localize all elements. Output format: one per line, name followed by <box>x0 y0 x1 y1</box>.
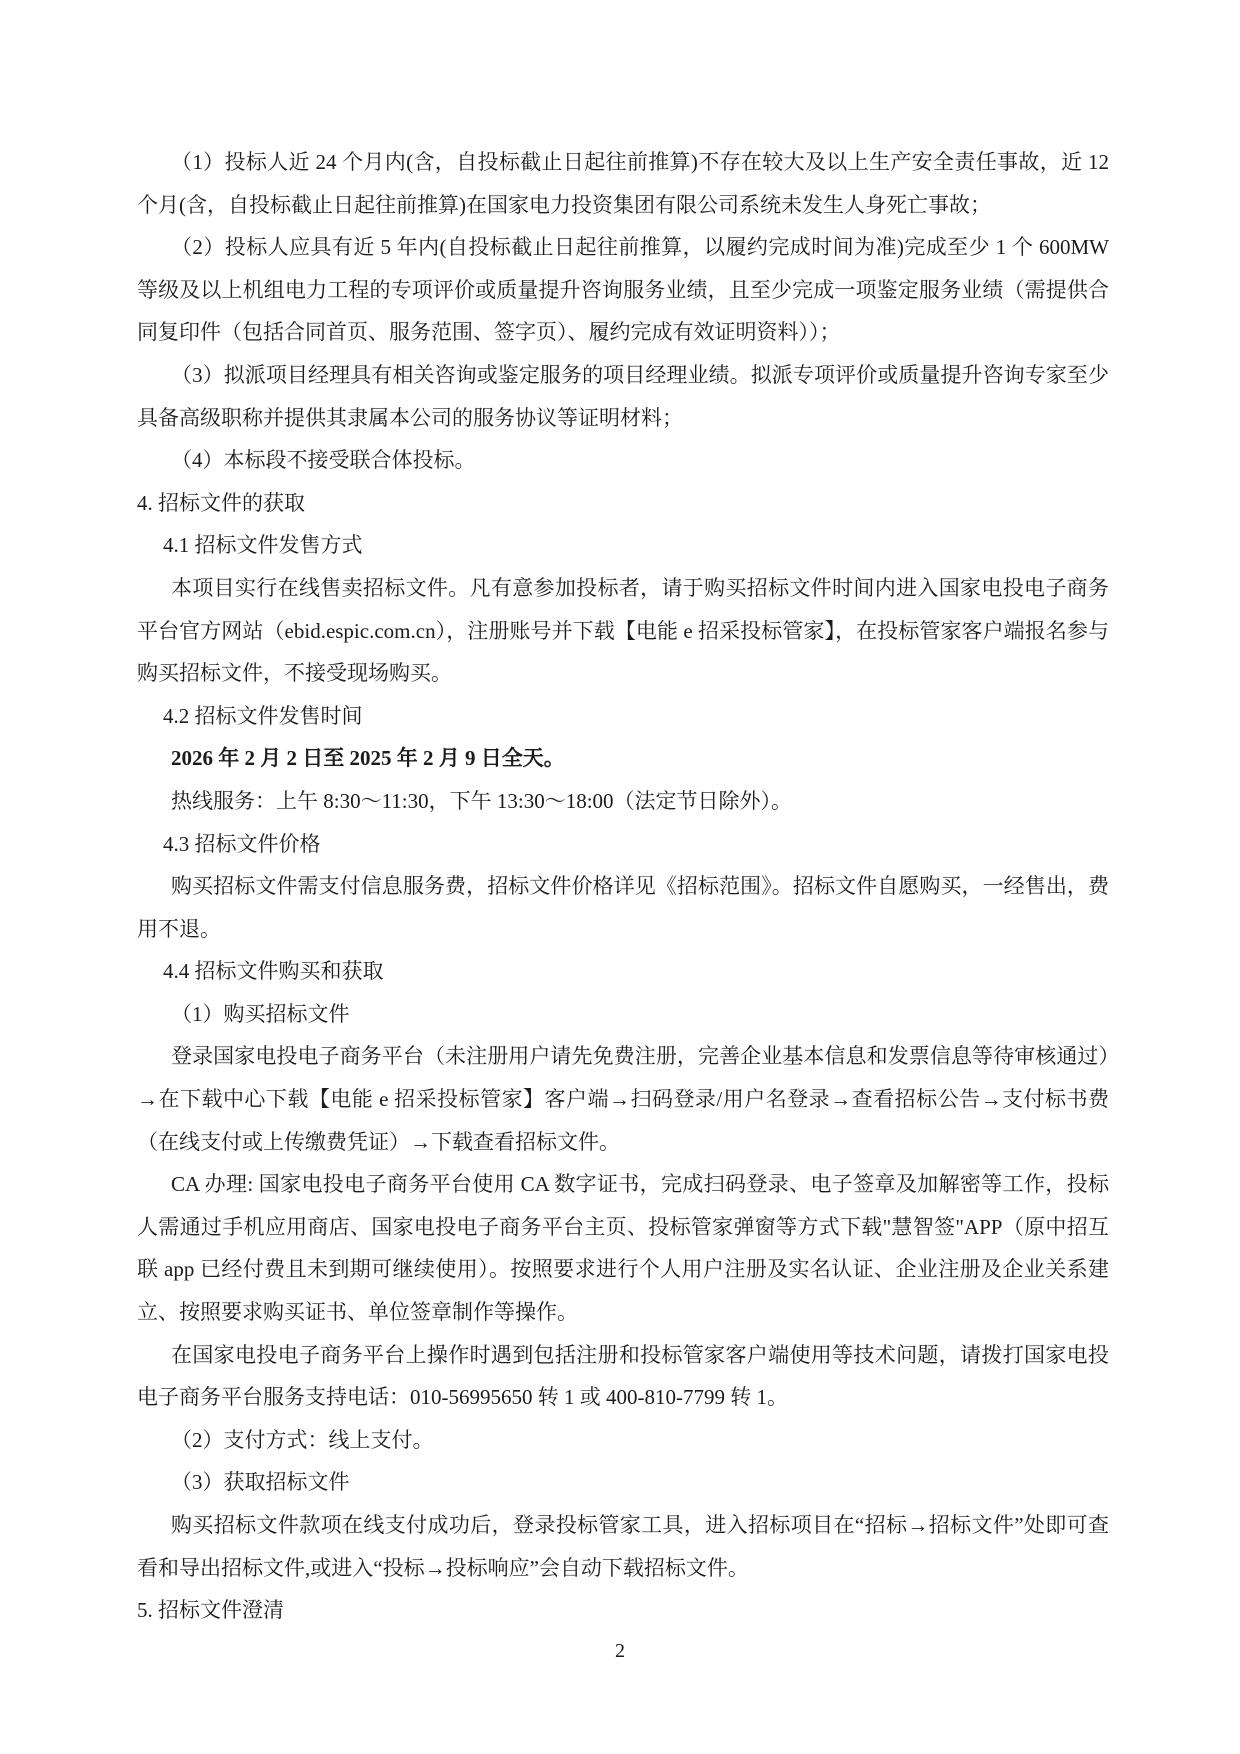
paragraph-obtain-title: （3）获取招标文件 <box>171 1470 350 1495</box>
paragraph-obtain-process: 购买招标文件款项在线支付成功后，登录投标管家工具，进入招标项目在“招标→招标文件”处即可查看和导出招标文件,或进入“投标→投标响应”会自动下载招标文件。 <box>137 1513 1109 1580</box>
paragraph-sale-period: 2026 年 2 月 2 日至 2025 年 2 月 9 日全天。 <box>171 746 565 771</box>
paragraph-payment-method: （2）支付方式：线上支付。 <box>171 1427 434 1452</box>
paragraph-ca-handling: CA 办理: 国家电投电子商务平台使用 CA 数字证书，完成扫码登录、电子签章及加解密等工作，投标人需通过手机应用商店、国家电投电子商务平台主页、投标管家弹窗等方式下载"慧智签"APP（原中招互联 app 已经付费且未到期可继续使用）。按照要求进行个人用户注册及实名认证、企业注册及企业关系建立、按照要求购买证书、单位签章制作等操作。 <box>137 1172 1109 1325</box>
paragraph-qualification-4: （4）本标段不接受联合体投标。 <box>171 448 476 473</box>
paragraph-hotline: 热线服务：上午 8:30～11:30，下午 13:30～18:00（法定节日除外）。 <box>171 788 793 813</box>
heading-section-5: 5. 招标文件澄清 <box>137 1598 284 1623</box>
heading-section-4: 4. 招标文件的获取 <box>137 490 305 515</box>
paragraph-online-sale: 本项目实行在线售卖招标文件。凡有意参加投标者，请于购买招标文件时间内进入国家电投电子商务平台官方网站（ebid.espic.com.cn），注册账号并下载【电能 e 招采投标管家】，在投标管家客户端报名参与购买招标文件，不接受现场购买。 <box>137 575 1109 686</box>
document-body <box>137 141 1109 1632</box>
paragraph-support-phone: 在国家电投电子商务平台上操作时遇到包括注册和投标管家客户端使用等技术问题，请拨打国家电投电子商务平台服务支持电话：010-56995650 转 1 或 400-810-7799 转 1。 <box>137 1342 1109 1410</box>
paragraph-purchase-process: 登录国家电投电子商务平台（未注册用户请先免费注册，完善企业基本信息和发票信息等待审核通过）→在下载中心下载【电能 e 招采投标管家】客户端→扫码登录/用户名登录→查看招标公告→支付标书费（在线支付或上传缴费凭证）→下载查看招标文件。 <box>137 1044 1109 1154</box>
paragraph-qualification-1: （1）投标人近 24 个月内(含，自投标截止日起往前推算)不存在较大及以上生产安全责任事故，近 12 个月(含，自投标截止日起往前推算)在国家电力投资集团有限公司系统未发生人身死亡事故； <box>137 150 1109 217</box>
paragraph-price: 购买招标文件需支付信息服务费，招标文件价格详见《招标范围》。招标文件自愿购买，一经售出，费用不退。 <box>137 874 1109 941</box>
paragraph-qualification-3: （3）拟派项目经理具有相关咨询或鉴定服务的项目经理业绩。拟派专项评价或质量提升咨询专家至少具备高级职称并提供其隶属本公司的服务协议等证明材料； <box>137 362 1109 430</box>
heading-4-2-sale-time: 4.2 招标文件发售时间 <box>163 703 363 728</box>
heading-4-3-price: 4.3 招标文件价格 <box>163 831 321 856</box>
heading-4-1-sale-method: 4.1 招标文件发售方式 <box>163 533 363 558</box>
paragraph-purchase-title: （1）购买招标文件 <box>171 1001 350 1026</box>
heading-4-4-purchase: 4.4 招标文件购买和获取 <box>163 959 384 984</box>
page-number: 2 <box>615 1640 625 1662</box>
paragraph-qualification-2: （2）投标人应具有近 5 年内(自投标截止日起往前推算，以履约完成时间为准)完成至少 1 个 600MW等级及以上机组电力工程的专项评价或质量提升咨询服务业绩，且至少完成一项鉴定服务业绩（需提供合同复印件（包括合同首页、服务范围、签字页）、履约完成有效证明资料））； <box>137 235 1109 345</box>
